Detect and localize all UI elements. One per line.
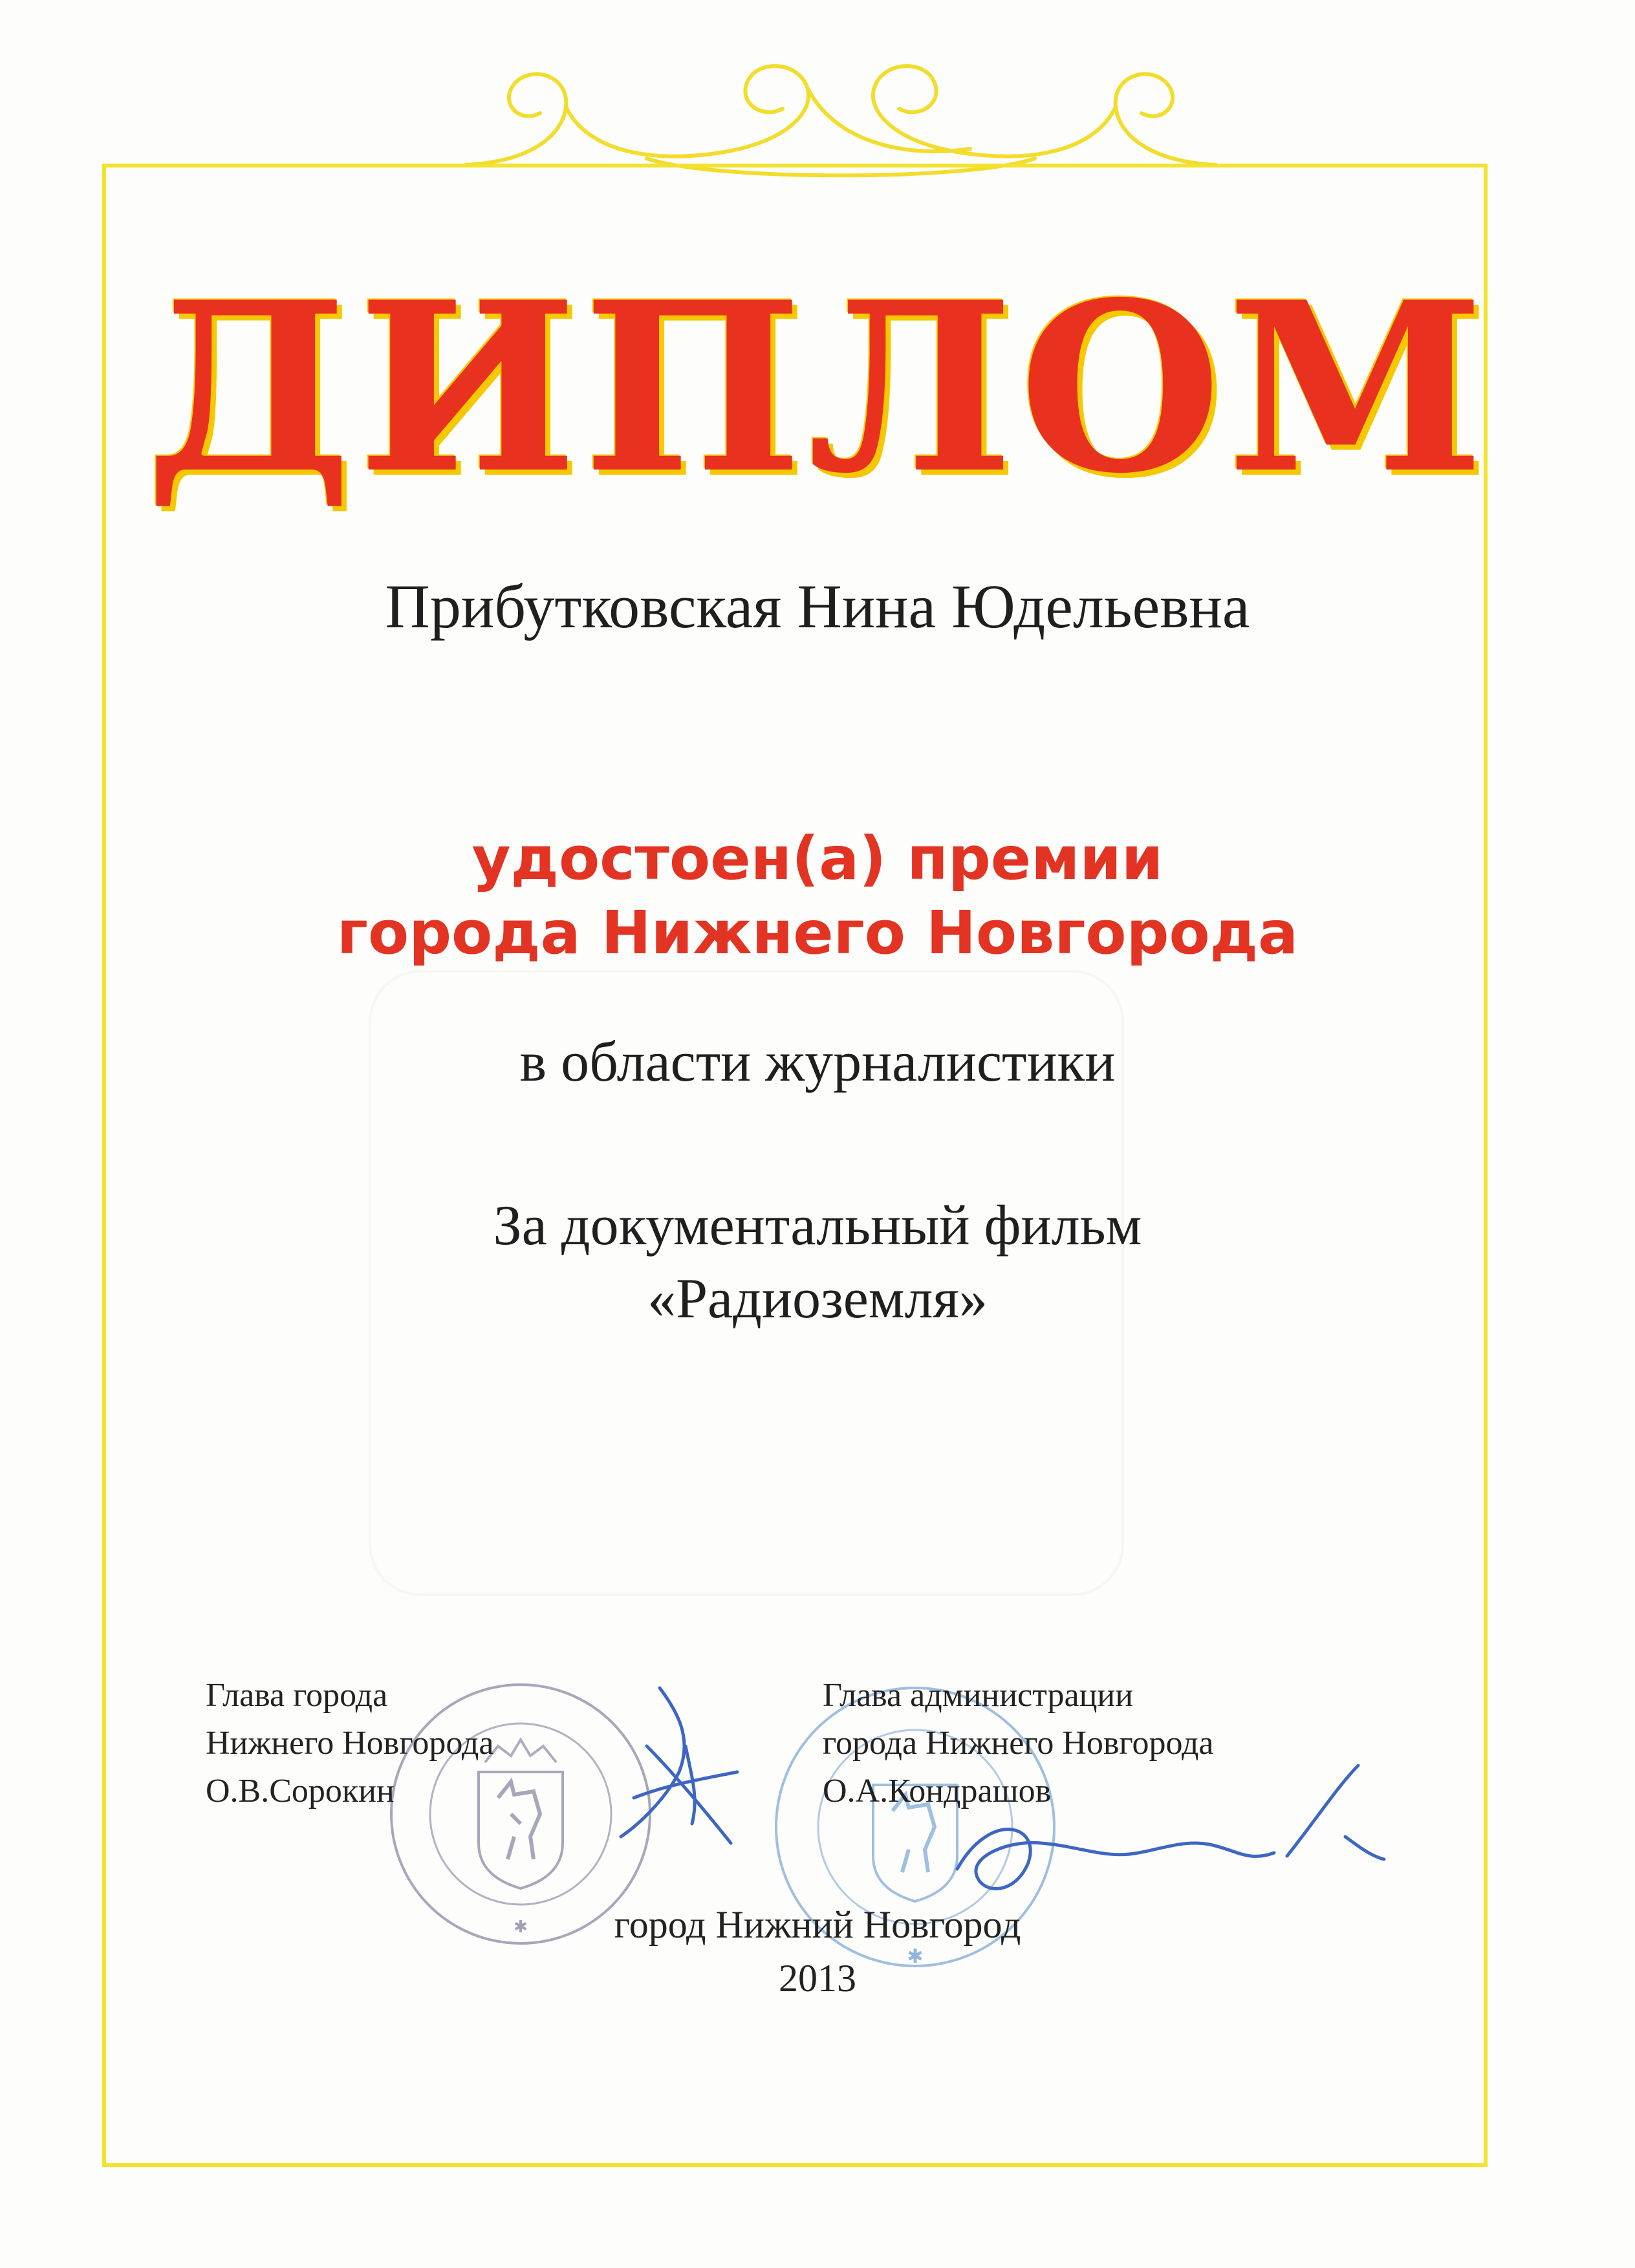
left-signatory-position-1: Глава города — [206, 1677, 388, 1714]
svg-text:✱: ✱ — [907, 1945, 924, 1968]
left-signatory-position-2: Нижнего Новгорода — [206, 1724, 494, 1762]
reason-line-1: За документальный фильм — [493, 1194, 1142, 1257]
recipient-name: Прибутковская Нина Юдельевна — [385, 572, 1250, 641]
reason-line-2: «Радиоземля» — [647, 1267, 988, 1330]
left-signatory-name: О.В.Сорокин — [206, 1772, 395, 1809]
award-reason — [0, 1190, 1635, 1335]
award-statement — [0, 821, 1635, 970]
left-signatory — [206, 1672, 493, 1815]
right-signatory-position-2: города Нижнего Новгорода — [823, 1724, 1214, 1762]
left-handwritten-signature — [582, 1669, 750, 1856]
award-line-2: города Нижнего Новгорода — [336, 898, 1299, 967]
right-signatory-position-1: Глава администрации — [823, 1677, 1134, 1714]
document-footer — [0, 1898, 1635, 2005]
right-signatory — [823, 1672, 1214, 1815]
right-signatory-name: О.А.Кондрашов — [823, 1772, 1052, 1809]
award-line-1: удостоен(а) премии — [471, 824, 1164, 893]
award-field: в области журналистики — [519, 1031, 1116, 1094]
issue-year: 2013 — [779, 1956, 856, 2000]
svg-text:✱: ✱ — [514, 1917, 528, 1937]
issue-city: город Нижний Новгород — [614, 1903, 1021, 1946]
diploma-title: ДИПЛОМ — [145, 251, 1490, 524]
